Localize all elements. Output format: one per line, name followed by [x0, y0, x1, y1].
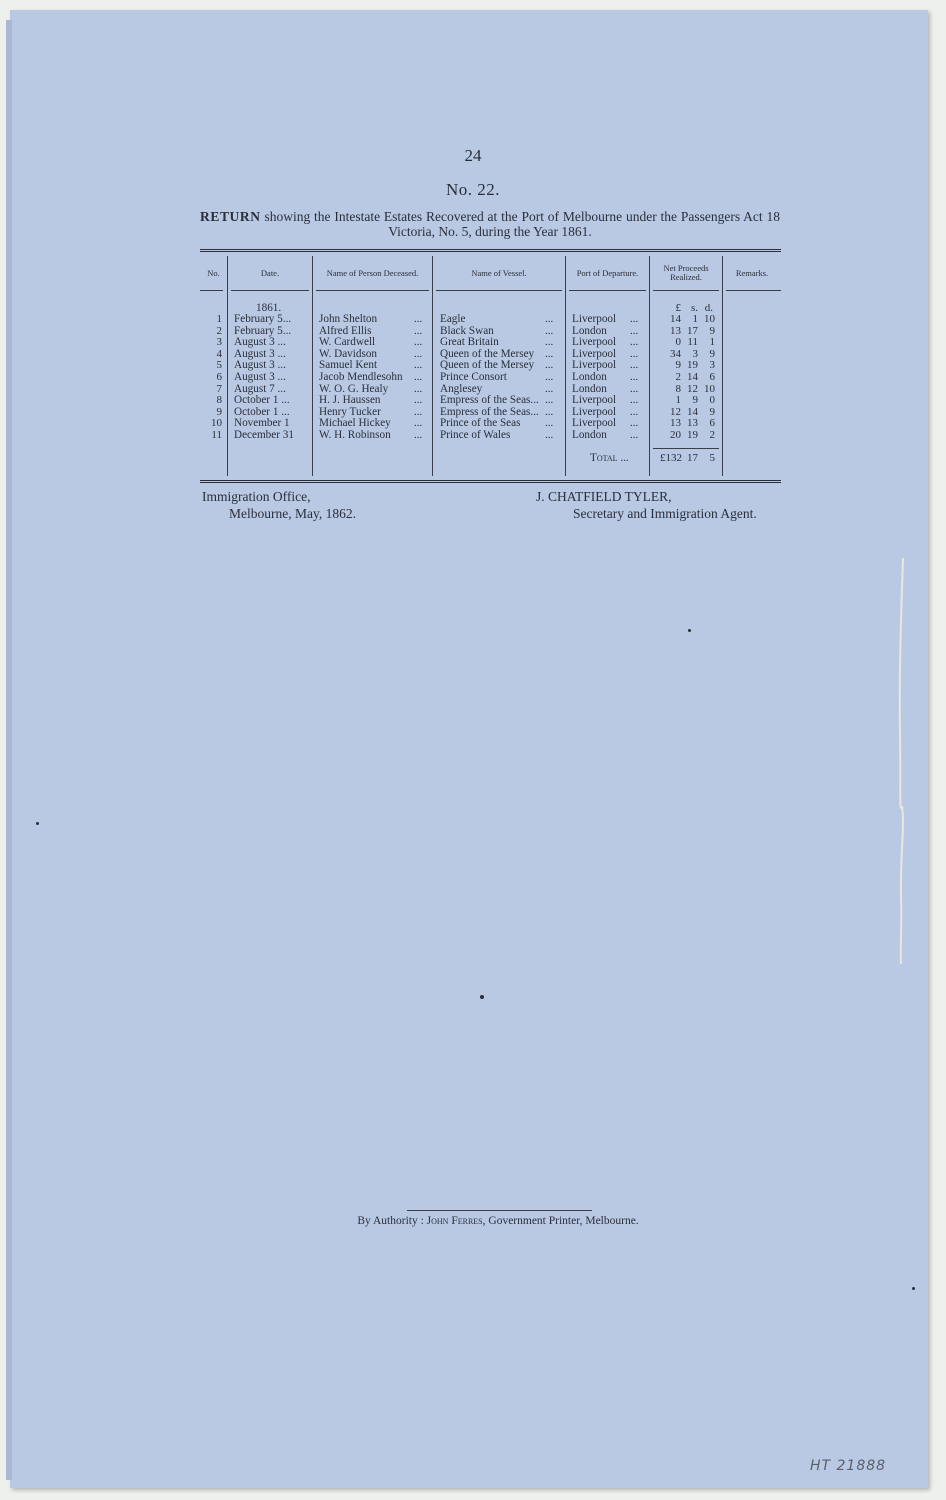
vessel-leader: ... [545, 382, 554, 395]
office-line-1: Immigration Office, [202, 489, 311, 504]
row-date: August 3 ... [234, 347, 286, 360]
printer-imprint [0, 1215, 946, 1227]
year-label: 1861. [256, 302, 282, 314]
row-pounds: 12 [670, 405, 681, 418]
row-person: H. J. Haussen [319, 394, 381, 407]
row-pence: 1 [709, 336, 715, 349]
vessel-leader: ... [545, 417, 554, 430]
row-pounds: 14 [670, 313, 681, 325]
person-leader: ... [414, 382, 423, 395]
port-leader: ... [630, 324, 639, 337]
printer-prefix: By Authority : [357, 1215, 424, 1227]
row-no: 1 [216, 313, 222, 325]
row-pounds: 9 [675, 359, 681, 372]
row-person: W. O. G. Healy [319, 382, 389, 395]
printer-suffix: Government Printer, Melbourne. [488, 1215, 639, 1227]
row-pounds: 8 [675, 382, 681, 395]
header-date: Date. [260, 267, 280, 278]
row-date: August 3 ... [234, 336, 286, 349]
row-pence: 0 [709, 394, 715, 407]
signatory [536, 488, 782, 522]
row-vessel: Queen of the Mersey [440, 347, 535, 360]
row-pence: 6 [709, 417, 715, 430]
binding-string [897, 556, 905, 966]
office-address [202, 488, 356, 522]
vessel-leader: ... [545, 359, 554, 372]
row-vessel: Empress of the Seas... [440, 405, 539, 418]
total-shillings: 17 [687, 452, 698, 464]
row-port: Liverpool [572, 394, 617, 407]
row-pounds: 1 [675, 394, 681, 407]
row-person: Samuel Kent [319, 359, 378, 372]
row-shillings: 3 [692, 347, 698, 360]
vessel-leader: ... [545, 313, 554, 325]
office-line-2: Melbourne, May, 1862. [229, 506, 356, 521]
row-date: February 5... [234, 324, 292, 337]
row-port: Liverpool [572, 405, 617, 418]
row-date: August 3 ... [234, 359, 286, 372]
row-date: December 31 [234, 429, 294, 441]
row-vessel: Prince Consort [440, 371, 507, 383]
row-person: John Shelton [319, 313, 378, 325]
header-proceeds: Net Proceeds Realized. [663, 263, 709, 282]
row-port: London [572, 324, 607, 337]
paper-speck [912, 1287, 915, 1290]
pounds-label: £ [675, 302, 681, 314]
row-date: November 1 [234, 417, 290, 430]
paper-speck [688, 629, 691, 632]
row-shillings: 14 [687, 371, 698, 383]
row-pence: 9 [709, 405, 715, 418]
port-leader: ... [630, 336, 639, 349]
row-pence: 9 [709, 324, 715, 337]
vessel-leader: ... [545, 347, 554, 360]
row-shillings: 14 [687, 405, 698, 418]
row-person: Michael Hickey [319, 417, 391, 430]
row-shillings: 17 [687, 324, 698, 337]
person-leader: ... [414, 336, 423, 349]
row-vessel: Black Swan [440, 324, 494, 337]
person-leader: ... [414, 394, 423, 407]
return-number: No. 22. [445, 180, 501, 199]
row-vessel: Prince of Wales [440, 429, 511, 441]
estates-table [200, 249, 781, 483]
row-shillings: 12 [687, 382, 698, 395]
port-leader: ... [630, 382, 639, 395]
signatory-title: Secretary and Immigration Agent. [573, 506, 757, 521]
vessel-leader: ... [545, 405, 554, 418]
row-shillings: 9 [692, 394, 698, 407]
return-heading [200, 209, 780, 239]
row-port: Liverpool [572, 347, 617, 360]
paper-speck [480, 995, 484, 999]
total-pence: 5 [709, 452, 715, 464]
row-no: 11 [211, 429, 222, 441]
port-leader: ... [630, 429, 639, 441]
vessel-leader: ... [545, 324, 554, 337]
row-port: Liverpool [572, 417, 617, 430]
total-rule [653, 448, 719, 449]
vessel-leader: ... [545, 429, 554, 441]
row-vessel: Prince of the Seas [440, 417, 521, 430]
header-vessel: Name of Vessel. [471, 267, 527, 278]
port-leader: ... [630, 394, 639, 407]
row-no: 4 [216, 347, 222, 360]
row-no: 10 [211, 417, 222, 430]
row-shillings: 19 [687, 429, 698, 441]
archive-label: HT 21888 [810, 1458, 887, 1474]
row-person: Jacob Mendlesohn [319, 371, 403, 383]
row-pounds: 13 [670, 324, 681, 337]
shillings-label: s. [690, 302, 698, 314]
row-shillings: 19 [687, 359, 698, 372]
row-no: 8 [216, 394, 222, 407]
row-pence: 10 [704, 313, 715, 325]
paper-speck [36, 822, 39, 825]
row-no: 5 [216, 359, 222, 372]
row-vessel: Queen of the Mersey [440, 359, 535, 372]
row-pounds: 2 [675, 371, 681, 383]
signatory-name: J. CHATFIELD TYLER, [536, 489, 672, 504]
page-number: 24 [464, 146, 482, 165]
row-person: Henry Tucker [319, 405, 381, 418]
person-leader: ... [414, 417, 423, 430]
total-label: Total ... [590, 452, 629, 464]
vessel-leader: ... [545, 394, 554, 407]
row-port: London [572, 429, 607, 441]
row-port: London [572, 382, 607, 395]
port-leader: ... [630, 359, 639, 372]
person-leader: ... [414, 429, 423, 441]
row-port: Liverpool [572, 336, 617, 349]
person-leader: ... [414, 324, 423, 337]
row-date: October 1 ... [234, 394, 290, 407]
port-leader: ... [630, 313, 639, 325]
person-leader: ... [414, 405, 423, 418]
row-date: October 1 ... [234, 405, 290, 418]
sheet-edge [6, 20, 12, 1480]
row-date: August 3 ... [234, 371, 286, 383]
total-pounds: £132 [660, 452, 682, 464]
row-port: Liverpool [572, 313, 617, 325]
row-person: W. Davidson [319, 347, 378, 360]
printer-rule [407, 1210, 592, 1211]
person-leader: ... [414, 347, 423, 360]
heading-lead: RETURN [200, 209, 261, 224]
person-leader: ... [414, 359, 423, 372]
row-pence: 2 [709, 429, 715, 441]
vessel-leader: ... [545, 336, 554, 349]
row-shillings: 11 [687, 336, 698, 349]
row-vessel: Empress of the Seas... [440, 394, 539, 407]
row-pounds: 0 [675, 336, 681, 349]
person-leader: ... [414, 371, 423, 383]
row-pence: 10 [704, 382, 715, 395]
row-pounds: 20 [670, 429, 681, 441]
port-leader: ... [630, 405, 639, 418]
row-vessel: Great Britain [440, 336, 499, 349]
row-vessel: Anglesey [440, 382, 483, 395]
row-shillings: 1 [692, 313, 698, 325]
row-port: London [572, 371, 607, 383]
row-pounds: 13 [670, 417, 681, 430]
row-person: W. H. Robinson [319, 429, 391, 441]
person-leader: ... [414, 313, 423, 325]
header-remarks: Remarks. [735, 267, 769, 278]
header-person: Name of Person Deceased. [326, 267, 419, 278]
printer-name: John Ferres, [426, 1215, 486, 1227]
row-shillings: 13 [687, 417, 698, 430]
row-no: 6 [216, 371, 222, 383]
row-pounds: 34 [670, 347, 681, 360]
header-port: Port of Departure. [576, 267, 639, 278]
row-no: 9 [216, 405, 222, 418]
row-vessel: Eagle [440, 313, 466, 325]
pence-label: d. [704, 302, 713, 314]
port-leader: ... [630, 417, 639, 430]
row-pence: 3 [709, 359, 715, 372]
row-date: August 7 ... [234, 382, 286, 395]
port-leader: ... [630, 347, 639, 360]
vessel-leader: ... [545, 371, 554, 383]
row-pence: 6 [709, 371, 715, 383]
row-no: 7 [216, 382, 222, 395]
row-no: 3 [216, 336, 222, 349]
column-divider [649, 256, 650, 476]
port-leader: ... [630, 371, 639, 383]
row-date: February 5... [234, 313, 292, 325]
row-no: 2 [216, 324, 222, 337]
header-no: No. [207, 267, 220, 278]
row-person: W. Cardwell [319, 336, 376, 349]
row-port: Liverpool [572, 359, 617, 372]
row-pence: 9 [709, 347, 715, 360]
heading-text: showing the Intestate Estates Recovered at the Port of Melbourne under the Passengers Act 18 Victoria, No. 5, during the Year 1861. [264, 209, 781, 239]
row-person: Alfred Ellis [319, 324, 372, 337]
